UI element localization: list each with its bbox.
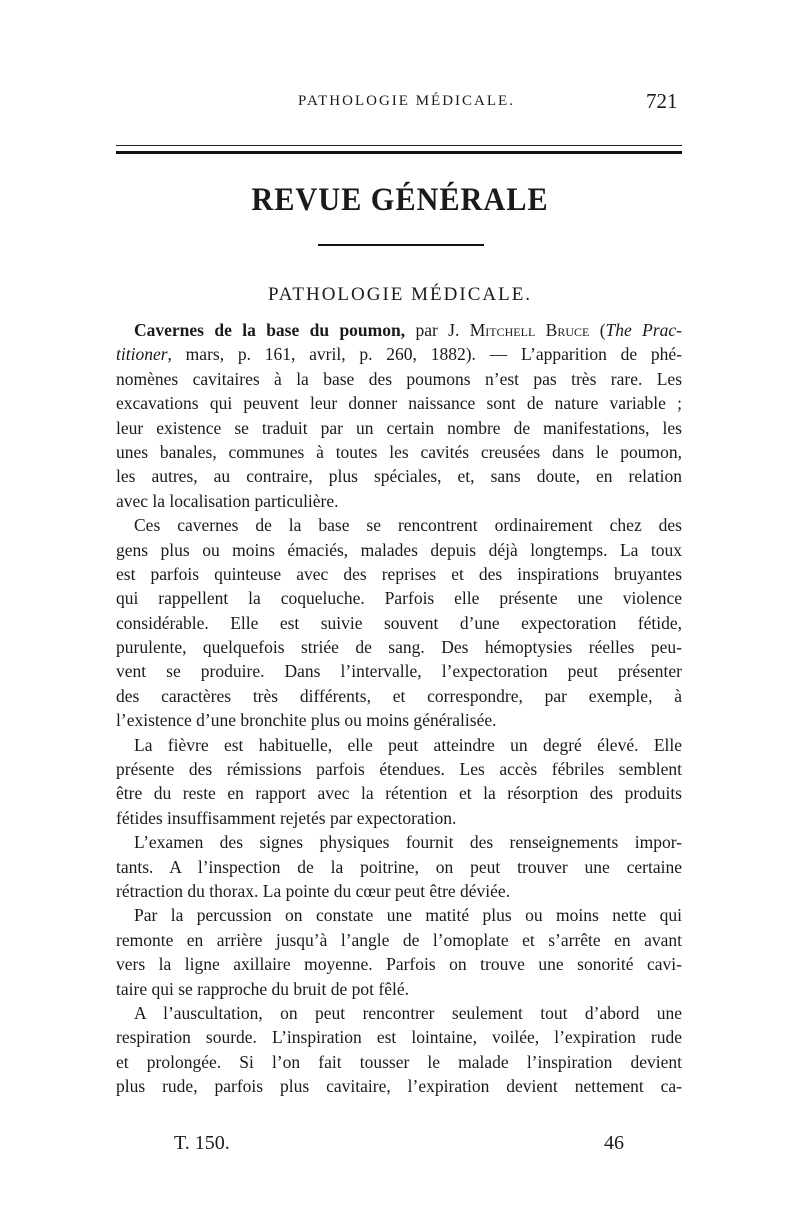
- text-line: les autres, au contraire, plus spéciales, et, sans doute, en relation: [116, 466, 682, 487]
- text-line: avec la localisation particulière.: [116, 490, 339, 511]
- footer-volume: T. 150.: [174, 1132, 230, 1154]
- text-line: L’examen des signes physiques fournit des renseignements impor-: [134, 832, 682, 853]
- title-rule: [318, 244, 484, 246]
- text-line: vers la ligne axillaire moyenne. Parfois on trouve une sonorité cavi-: [116, 954, 682, 975]
- text-line: plus rude, parfois plus cavitaire, l’expiration devient nettement ca-: [116, 1076, 682, 1097]
- text-line: tants. A l’inspection de la poitrine, on peut trouver une certaine: [116, 856, 682, 877]
- header-rule-thick: [116, 151, 682, 154]
- text-line: Ces cavernes de la base se rencontrent ordinairement chez des: [134, 515, 682, 536]
- page-footer: [0, 1132, 800, 1158]
- text-line: qui rappellent la coqueluche. Parfois elle présente une violence: [116, 588, 682, 609]
- text-line: vent se produire. Dans l’intervalle, l’expectoration peut présenter: [116, 661, 682, 682]
- journal-title-part1: The Prac-: [605, 320, 683, 340]
- header-rule-thin: [116, 145, 682, 146]
- text-line: gens plus ou moins émaciés, malades depuis déjà longtemps. La toux: [116, 539, 682, 560]
- text-line: purulente, quelquefois striée de sang. Des hémoptysies réelles peu-: [116, 637, 682, 658]
- article-second-line: [116, 342, 682, 366]
- text-line: présente des rémissions parfois étendues. Les accès fébriles semblent: [116, 759, 682, 780]
- footer-signature: 46: [604, 1132, 624, 1154]
- article-first-line: [116, 318, 682, 342]
- text-line: Par la percussion on constate une matité plus ou moins nette qui: [134, 905, 682, 926]
- text-line: leur existence se traduit par un certain nombre de manifestations, les: [116, 417, 682, 438]
- text-line: fétides insuffisamment rejetés par expectoration.: [116, 807, 457, 828]
- text-line: et prolongée. Si l’on fait tousser le malade l’inspiration devient: [116, 1051, 682, 1072]
- journal-title-part2: titioner: [116, 344, 168, 365]
- text-line: des caractères très différents, et correspondre, par exemple, à: [116, 685, 682, 706]
- running-head: [0, 89, 800, 119]
- text-line: être du reste en rapport avec la rétention et la résorption des produits: [116, 783, 682, 804]
- text-line: excavations qui peuvent leur donner naissance sont de nature variable ;: [116, 393, 682, 414]
- article-body: [116, 318, 682, 1099]
- subsection-title: PATHOLOGIE MÉDICALE.: [267, 284, 533, 305]
- text-line: A l’auscultation, on peut rencontrer seulement tout d’abord une: [134, 1002, 682, 1023]
- body-lines: [116, 367, 682, 1099]
- running-title: PATHOLOGIE MÉDICALE.: [298, 93, 515, 109]
- text-line: est parfois quinteuse avec des reprises et des inspirations bruyantes: [116, 563, 682, 584]
- text-line: rétraction du thorax. La pointe du cœur peut être déviée.: [116, 880, 511, 901]
- text-line: nomènes cavitaires à la base des poumons n’est pas très rare. Les: [116, 368, 682, 389]
- article-author: Mitchell Bruce: [469, 320, 590, 340]
- text-line: taire qui se rapproche du bruit de pot fêlé.: [116, 978, 410, 999]
- citation-rest: , mars, p. 161, avril, p. 260, 1882). — L’apparition de phé-: [167, 344, 682, 365]
- article-heading: Cavernes de la base du poumon,: [134, 320, 406, 340]
- text-line: respiration sourde. L’inspiration est lointaine, voilée, l’expiration rude: [116, 1027, 682, 1048]
- section-title: REVUE GÉNÉRALE: [251, 182, 549, 218]
- text-line: considérable. Elle est suivie souvent d’une expectoration fétide,: [116, 612, 682, 633]
- author-prefix: par J.: [405, 320, 470, 340]
- text-line: La fièvre est habituelle, elle peut atteindre un degré élevé. Elle: [134, 734, 682, 755]
- citation-open: (: [589, 320, 606, 340]
- text-line: unes banales, communes à toutes les cavités creusées dans le poumon,: [116, 441, 682, 462]
- text-line: l’existence d’une bronchite plus ou moins généralisée.: [116, 710, 497, 731]
- text-line: remonte en arrière jusqu’à l’angle de l’omoplate et s’arrête en avant: [116, 929, 682, 950]
- page-number: 721: [646, 89, 678, 113]
